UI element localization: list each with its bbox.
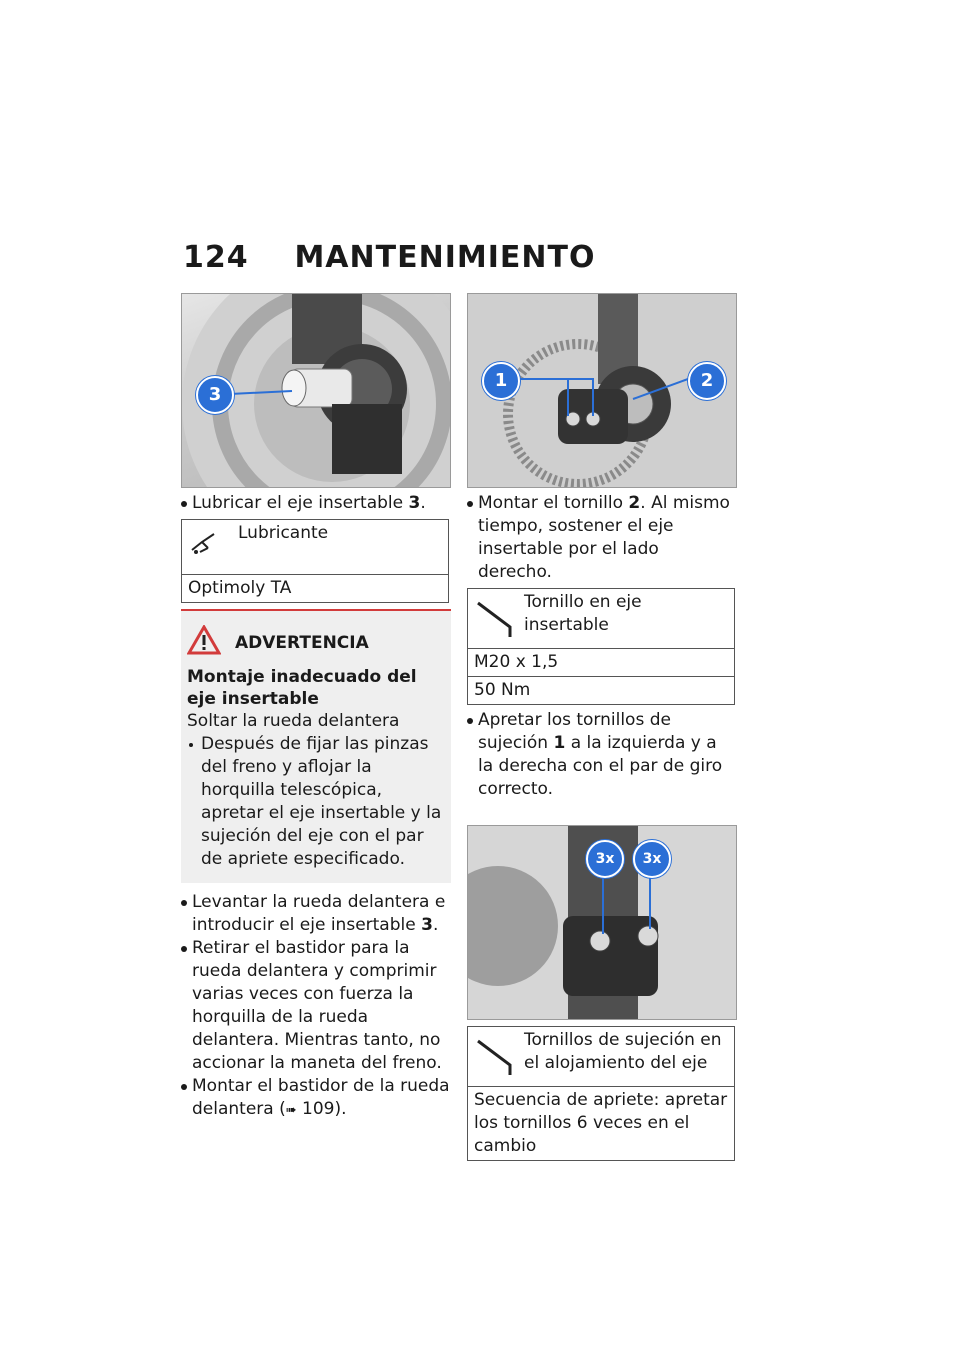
left-column xyxy=(181,293,451,1122)
clamp-bolt-table xyxy=(467,1026,735,1161)
clamp-sequence: Secuencia de apriete: apretar los tornillos 6 veces en el cambio xyxy=(468,1087,735,1161)
bolt-label: Tornillo en eje insertable xyxy=(524,592,642,635)
figure-clamp-bolts xyxy=(467,825,737,1020)
warning-triangle-icon xyxy=(187,625,235,660)
page-number: 124 xyxy=(183,240,249,275)
bolt-thread: M20 x 1,5 xyxy=(468,649,735,677)
callout-2: 2 xyxy=(688,362,726,400)
lubricant-value: Optimoly TA xyxy=(182,575,449,603)
step-lubricate: Lubricar el eje insertable 3. xyxy=(181,492,451,515)
section-title: MANTENIMIENTO xyxy=(294,240,596,275)
clamp-label: Tornillos de sujeción en el alojamiento del eje xyxy=(524,1030,722,1073)
lubricant-icon xyxy=(188,522,238,563)
torque-wrench-icon xyxy=(474,1029,524,1084)
page-ref-arrow-icon: ➠ xyxy=(285,1103,297,1118)
figure-insert-axle xyxy=(181,293,451,488)
callout-3: 3 xyxy=(196,376,234,414)
callout-1: 1 xyxy=(482,362,520,400)
bolt-torque-table xyxy=(467,588,735,705)
callout-3x-left: 3x xyxy=(586,840,624,878)
lubricant-label: Lubricante xyxy=(238,523,329,543)
right-column xyxy=(467,293,737,1165)
bolt-torque: 50 Nm xyxy=(468,677,735,705)
figure-bolts xyxy=(467,293,737,488)
page-header xyxy=(183,240,595,275)
step-tighten-clamp: Apretar los tornillos de sujeción 1 a la izquierda y a la derecha con el par de giro correcto. xyxy=(467,709,737,801)
callout-3x-right: 3x xyxy=(633,840,671,878)
step-mount-stand: Montar el bastidor de la rueda delantera (➠ 109). xyxy=(181,1075,451,1122)
warning-title: ADVERTENCIA xyxy=(235,632,369,653)
lubricant-table xyxy=(181,519,449,603)
page-ref[interactable]: 109 xyxy=(302,1099,335,1119)
warning-text: Soltar la rueda delantera xyxy=(187,711,400,731)
step-mount-bolt: Montar el tornillo 2. Al mismo tiempo, sostener el eje insertable por el lado derecho. xyxy=(467,492,737,584)
step-lift-wheel: Levantar la rueda delantera e introducir el eje insertable 3. xyxy=(181,891,451,937)
torque-wrench-icon xyxy=(474,591,524,646)
warning-box xyxy=(181,609,451,883)
step-remove-stand: Retirar el bastidor para la rueda delantera y comprimir varias veces con fuerza la horquilla de la rueda delantera. Mientras tanto, no accionar la maneta del freno. xyxy=(181,937,451,1075)
warning-item: Después de fijar las pinzas del freno y aflojar la horquilla telescópica, apretar el eje insertable y la sujeción del eje con el par de apriete especificado. xyxy=(187,733,443,871)
warning-heading: Montaje inadecuado del eje insertable xyxy=(187,667,417,709)
